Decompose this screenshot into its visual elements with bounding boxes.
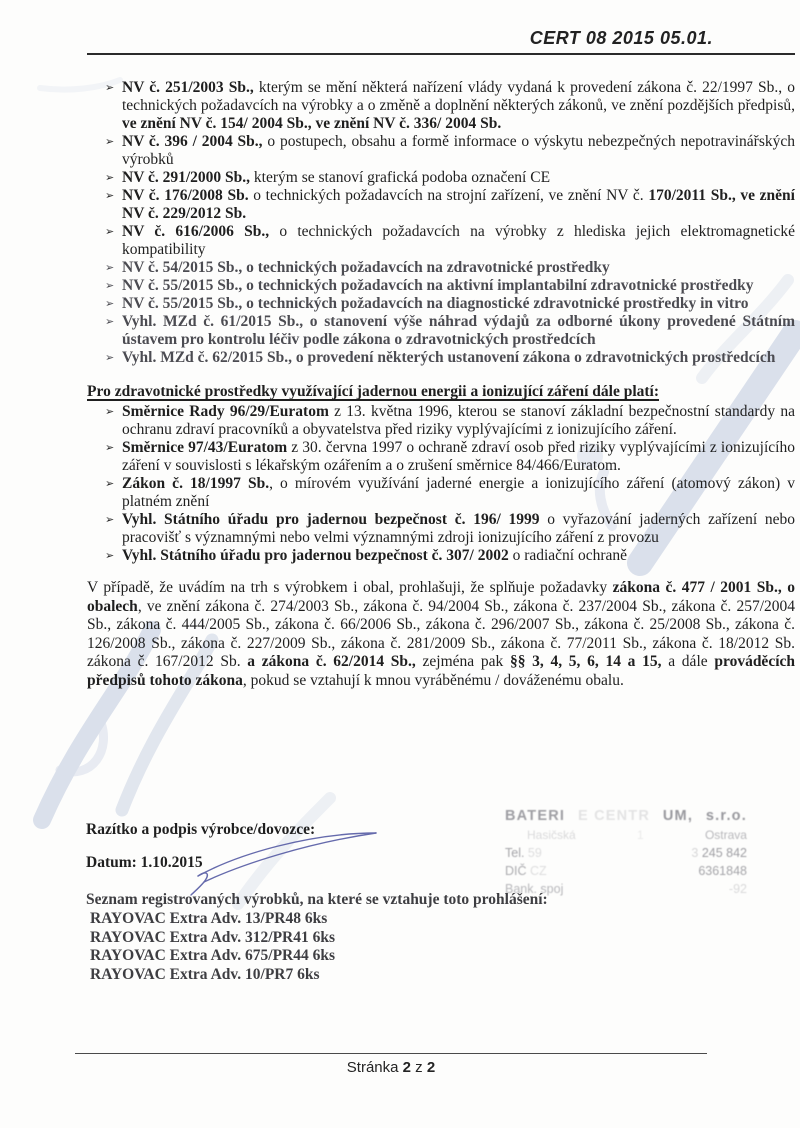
list-item <box>105 511 795 547</box>
arrow-bullet-icon: ➢ <box>105 189 115 202</box>
list-item-text <box>122 259 795 277</box>
text-segment: Tel. <box>505 846 525 860</box>
text-segment: kterým se mění některá nařízení vlády vydaná k provedení zákona č. 22/1997 Sb., o technických požadavcích na výrobky a o změně a doplnění některých zákonů, ve znění pozdějších předpisů, <box>122 79 795 114</box>
list-item <box>105 169 795 187</box>
list-item <box>105 223 795 259</box>
text-segment: DIČ <box>505 864 527 878</box>
arrow-bullet-icon: ➢ <box>105 405 115 418</box>
stamp-tax-number <box>698 862 747 880</box>
text-segment: z <box>411 1059 427 1076</box>
text-segment: NV č. 55/2015 Sb., o technických požadavcích na diagnostické zdravotnické prostředky in vitro <box>122 295 749 312</box>
list-item <box>105 79 795 133</box>
arrow-bullet-icon: ➢ <box>105 225 115 238</box>
arrow-bullet-icon: ➢ <box>105 297 115 310</box>
company-stamp <box>505 807 747 898</box>
list-item <box>105 133 795 169</box>
nuclear-regulations-list <box>87 403 795 565</box>
text-segment: Vyhl. MZd č. 61/2015 Sb., o stanovení výše náhrad výdajů za odborné úkony provedené Státním ústavem pro kontrolu léčiv podle zákona o zdravotnických prostředcích <box>122 313 795 348</box>
text-segment: Vyhl. Státního úřadu pro jadernou bezpečnost č. 307/ 2002 <box>122 547 509 564</box>
stamp-signature-label: Razítko a podpis výrobce/dovozce: <box>86 821 316 838</box>
text-segment: o vyřazování jaderných zařízení nebo pracovišť s významnými nebo velmi významnými zdroji ionizujícího záření z provozu <box>122 511 795 546</box>
stamp-bank-number <box>729 880 747 898</box>
text-segment: Směrnice 97/43/Euratom <box>122 439 288 456</box>
list-item <box>105 547 795 565</box>
list-item <box>105 277 795 295</box>
text-segment: kterým se stanoví grafická podoba označení CE <box>250 169 551 186</box>
list-item <box>105 187 795 223</box>
stamp-company-name <box>505 807 747 826</box>
text-segment: o technických požadavcích na strojní zařízení, ve znění NV č. <box>248 187 649 204</box>
stamp-phone-line <box>505 844 747 862</box>
text-segment: Vyhl. MZd č. 62/2015 Sb., o provedení některých ustanovení zákona o zdravotnických prostředcích <box>122 349 776 366</box>
product-line: RAYOVAC Extra Adv. 10/PR7 6ks <box>90 965 320 983</box>
product-line: RAYOVAC Extra Adv. 312/PR41 6ks <box>90 928 336 946</box>
text-segment: BATERI <box>505 808 566 824</box>
text-segment: , pokud se vztahují k mnou vyráběnému / dováženému obalu. <box>242 671 624 689</box>
arrow-bullet-icon: ➢ <box>105 171 115 184</box>
text-segment: o radiační ochraně <box>508 547 628 564</box>
text-segment: a zákona č. 62/2014 Sb., <box>247 653 416 670</box>
list-item-text <box>122 349 795 367</box>
text-segment: 3 <box>691 846 702 860</box>
list-item <box>105 439 795 475</box>
list-item <box>105 313 795 349</box>
text-segment: zejména pak <box>415 653 510 670</box>
list-item <box>105 295 795 313</box>
list-item-text <box>122 133 795 169</box>
text-segment: Hasičská <box>527 828 576 842</box>
stamp-tax-line <box>505 862 747 880</box>
list-item <box>105 403 795 439</box>
text-segment: o technických požadavcích na výrobky z hlediska jejich elektromagnetické kompatibility <box>122 223 795 258</box>
text-segment: CZ <box>526 864 547 878</box>
list-item-text <box>122 439 795 475</box>
text-segment: Směrnice Rady 96/29/Euratom <box>122 403 329 420</box>
text-segment: UM, <box>662 808 694 824</box>
list-item <box>105 349 795 367</box>
text-segment: 59 <box>524 846 542 860</box>
list-item-text <box>122 511 795 547</box>
text-segment: V případě, že uvádím na trh s výrobkem i obal, prohlašuji, že splňuje požadavky <box>87 579 613 596</box>
text-segment: o postupech, obsahu a formě informace o výskytu nebezpečných nepotravinářských výrobků <box>122 133 795 168</box>
arrow-bullet-icon: ➢ <box>105 279 115 292</box>
product-line: RAYOVAC Extra Adv. 675/PR44 6ks <box>90 947 336 964</box>
packaging-paragraph <box>87 579 795 690</box>
text-segment: prováděcích předpisů tohoto zákona <box>87 653 795 689</box>
list-item <box>105 259 795 277</box>
text-segment: E CENTR <box>577 808 651 824</box>
list-item <box>105 475 795 511</box>
text-segment: , o mírovém využívání jaderné energie a ionizujícího záření (atomový zákon) v platném znění <box>122 475 795 510</box>
signature-image <box>190 826 380 896</box>
list-item-text <box>122 187 795 223</box>
nuclear-section-heading: Pro zdravotnické prostředky využívající jadernou energii a ionizující záření dále platí: <box>87 383 660 400</box>
text-segment: NV č. 55/2015 Sb., o technických požadavcích na aktivní implantabilní zdravotnické prostředky <box>122 277 754 294</box>
arrow-bullet-icon: ➢ <box>105 135 115 148</box>
text-segment: 2 <box>426 1059 436 1076</box>
stamp-phone-number <box>691 844 747 862</box>
text-segment: Vyhl. Státního úřadu pro jadernou bezpečnost č. 196/ 1999 <box>122 511 540 528</box>
arrow-bullet-icon: ➢ <box>105 441 115 454</box>
text-segment: Zákon č. 18/1997 Sb. <box>122 475 270 492</box>
product-line: RAYOVAC Extra Adv. 13/PR48 6ks <box>90 910 328 927</box>
text-segment: 2 <box>402 1059 412 1076</box>
date-label: Datum: 1.10.2015 <box>86 854 203 871</box>
stamp-address-line <box>505 826 747 844</box>
text-segment: z 13. května 1996, kterou se stanoví základní bezpečnostní standardy na ochranu zdraví pracovníků a obyvatelstva před riziky vyplývajícími z ionizujícího záření. <box>122 403 795 438</box>
text-segment: NV č. 54/2015 Sb., o technických požadavcích na zdravotnické prostředky <box>122 259 610 276</box>
text-segment: NV č. 251/2003 Sb., <box>122 79 254 96</box>
text-segment: 245 842 <box>701 846 747 860</box>
list-item-text <box>122 547 795 565</box>
list-item-text <box>122 79 795 133</box>
products-list <box>90 910 335 984</box>
list-item-text <box>122 223 795 259</box>
arrow-bullet-icon: ➢ <box>105 513 115 526</box>
arrow-bullet-icon: ➢ <box>105 315 115 328</box>
list-item-text <box>122 475 795 511</box>
arrow-bullet-icon: ➢ <box>105 549 115 562</box>
list-item-text <box>122 169 795 187</box>
list-item-text <box>122 295 795 313</box>
document-code: CERT 08 2015 05.01. <box>529 28 713 48</box>
text-segment: 1 <box>636 828 644 842</box>
text-segment: s.r.o. <box>705 808 747 824</box>
list-item-text <box>122 277 795 295</box>
text-segment: NV č. 176/2008 Sb. <box>122 187 249 204</box>
text-segment: NV č. 291/2000 Sb., <box>122 169 251 186</box>
stamp-tax-label <box>505 862 547 880</box>
text-segment: , ve znění zákona č. 274/2003 Sb., zákona č. 94/2004 Sb., zákona č. 237/2004 Sb., zákona č. 257/2004 Sb., zákona č. 444/2005 Sb., zákona č. 66/2006 Sb., zákona č. 296/2007 Sb., zákona č. 25/2008 Sb., zákona č. 126/2008 Sb., zákona č. 227/2009 Sb., zákona č. 281/2009 Sb., zákona č. 77/2011 Sb., zákona č. 18/2012 Sb. zákona č. 167/2012 Sb. <box>87 597 795 670</box>
text-segment: zákona č. 477 / 2001 Sb., o obalech <box>87 579 795 615</box>
list-item-text <box>122 403 795 439</box>
products-heading: Seznam registrovaných výrobků, na které se vztahuje toto prohlášení: <box>86 891 548 908</box>
text-segment: Stránka <box>346 1059 403 1076</box>
list-item-text <box>122 313 795 349</box>
text-segment: NV č. 396 / 2004 Sb., <box>122 133 263 150</box>
text-segment: -92 <box>728 882 747 896</box>
scanned-declaration-page <box>0 28 800 1128</box>
text-segment: ve znění NV č. 154/ 2004 Sb., ve znění NV č. 336/ 2004 Sb. <box>122 115 502 132</box>
text-segment: §§ 3, 4, 5, 6, 14 a 15, <box>509 653 662 670</box>
arrow-bullet-icon: ➢ <box>105 351 115 364</box>
text-segment: Ostrava <box>704 828 747 842</box>
stamp-phone-label <box>505 844 542 862</box>
text-segment: 6361848 <box>698 864 747 878</box>
page-number <box>75 1059 707 1076</box>
header-rule <box>87 53 795 55</box>
regulations-list <box>87 79 795 367</box>
text-segment: z 30. června 1997 o ochraně zdraví osob před riziky vyplývajícími z ionizujícího záření v souvislosti s lékařským ozářením a o zrušení směrnice 84/466/Euratom. <box>122 439 795 474</box>
arrow-bullet-icon: ➢ <box>105 261 115 274</box>
text-segment: Bank. spoj <box>505 882 564 896</box>
text-segment: NV č. 616/2006 Sb., <box>122 223 270 240</box>
text-segment: a dále <box>661 653 715 670</box>
footer-rule <box>75 1053 707 1054</box>
arrow-bullet-icon: ➢ <box>105 477 115 490</box>
arrow-bullet-icon: ➢ <box>105 81 115 94</box>
document-body <box>87 28 795 690</box>
text-segment: 170/2011 Sb., ve znění NV č. 229/2012 Sb. <box>122 187 795 222</box>
